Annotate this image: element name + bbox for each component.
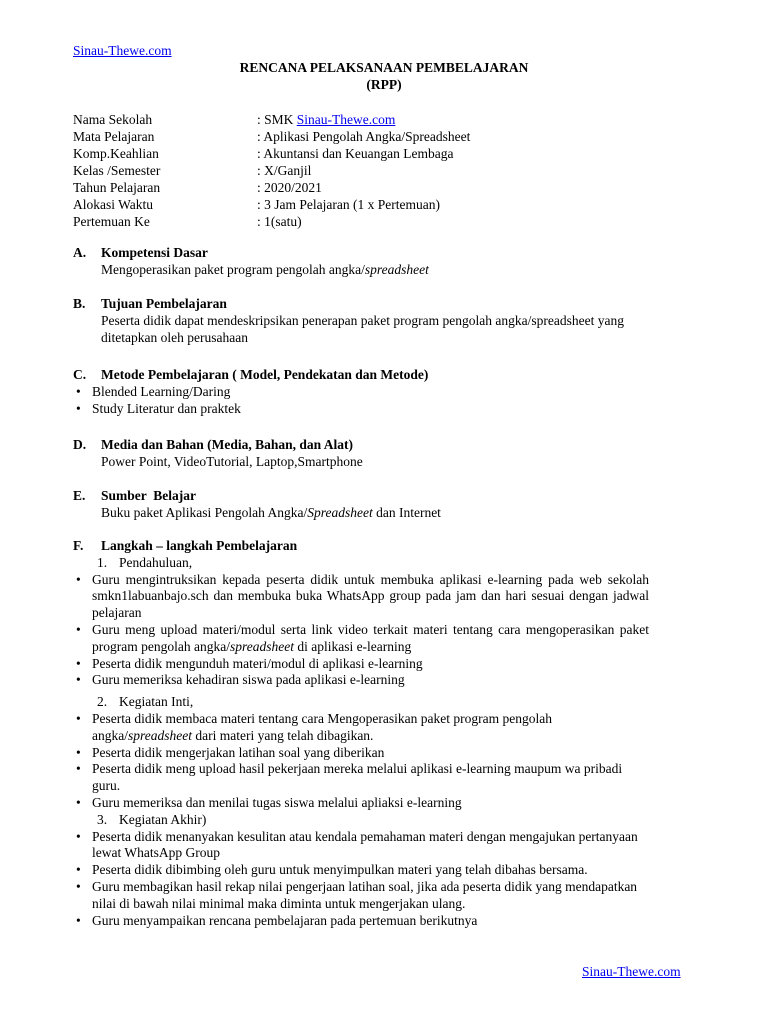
section-heading: A. Kompetensi Dasar	[73, 245, 208, 260]
identity-row	[73, 214, 470, 231]
identity-value: : X/Ganjil	[257, 163, 312, 178]
section-media-bahan	[73, 437, 703, 471]
section-metode-pembelajaran	[73, 367, 703, 417]
section-sumber-belajar	[73, 488, 703, 522]
identity-row	[73, 146, 470, 163]
section-text: Peserta didik dapat mendeskripsikan penerapan paket program pengolah angka/spreadsheet yang ditetapkan oleh perusahaan	[101, 312, 624, 345]
method-list	[73, 384, 703, 418]
list-item: • Peserta didik dibimbing oleh guru untuk menyimpulkan materi yang telah dibahas bersama.	[73, 862, 649, 879]
section-kompetensi-dasar	[73, 245, 703, 279]
list-item: • Guru meng upload materi/modul serta link video terkait materi tentang cara mengoperasikan paket program pengolah angka/spreadsheet di aplikasi e-learning	[73, 622, 649, 656]
list-item: • Peserta didik mengunduh materi/modul di aplikasi e-learning	[73, 656, 649, 673]
step-heading: 1. Pendahuluan,	[97, 554, 193, 570]
identity-value: : Akuntansi dan Keuangan Lembaga	[257, 146, 454, 161]
identity-label: Nama Sekolah	[73, 112, 153, 127]
section-text: Buku paket Aplikasi Pengolah Angka/Spreadsheet dan Internet	[101, 504, 441, 520]
identity-label: Mata Pelajaran	[73, 129, 155, 144]
list-item: • Guru membagikan hasil rekap nilai pengerjaan latihan soal, jika ada peserta didik yang mendapatkan nilai di bawah nilai minimal maka diminta untuk mengerjakan ulang.	[73, 879, 649, 913]
identity-row	[73, 197, 470, 214]
identity-label: Alokasi Waktu	[73, 197, 154, 212]
list-item: • Peserta didik mengerjakan latihan soal yang diberikan	[73, 745, 649, 762]
identity-label: Kelas /Semester	[73, 163, 161, 178]
section-heading: E. Sumber Belajar	[73, 488, 196, 503]
section-heading: C. Metode Pembelajaran ( Model, Pendekatan dan Metode)	[73, 367, 429, 382]
identity-value: : 3 Jam Pelajaran (1 x Pertemuan)	[257, 197, 440, 212]
section-text: Power Point, VideoTutorial, Laptop,Smartphone	[101, 453, 363, 469]
section-heading: B. Tujuan Pembelajaran	[73, 296, 227, 311]
step-heading: 3. Kegiatan Akhir)	[97, 811, 207, 827]
header-site-link[interactable]: Sinau-Thewe.com	[73, 43, 172, 58]
identity-value: : 1(satu)	[257, 214, 302, 229]
identity-row	[73, 112, 470, 129]
section-tujuan-pembelajaran	[73, 296, 703, 346]
identity-value: : Aplikasi Pengolah Angka/Spreadsheet	[257, 129, 471, 144]
list-item: • Guru memeriksa kehadiran siswa pada aplikasi e-learning	[73, 672, 649, 689]
list-item: • Peserta didik menanyakan kesulitan atau kendala pemahaman materi dengan mengajukan pertanyaan lewat WhatsApp Group	[73, 829, 649, 863]
identity-value: : SMK	[257, 112, 297, 127]
step-list	[73, 829, 649, 930]
identity-row	[73, 129, 470, 146]
step-heading: 2. Kegiatan Inti,	[97, 694, 194, 710]
school-site-link[interactable]: Sinau-Thewe.com	[296, 112, 396, 127]
section-text: Mengoperasikan paket program pengolah angka/spreadsheet	[101, 261, 429, 277]
identity-label: Tahun Pelajaran	[73, 180, 161, 195]
section-heading: F. Langkah – langkah Pembelajaran	[73, 538, 298, 553]
footer-site-link[interactable]: Sinau-Thewe.com	[582, 964, 681, 979]
list-item: • Blended Learning/Daring	[73, 384, 703, 401]
list-item: • Study Literatur dan praktek	[73, 401, 703, 418]
identity-row	[73, 180, 470, 197]
identity-label: Pertemuan Ke	[73, 214, 150, 229]
list-item: • Peserta didik membaca materi tentang cara Mengoperasikan paket program pengolah angka/spreadsheet dari materi yang telah dibagikan.	[73, 711, 649, 745]
list-item: • Guru menyampaikan rencana pembelajaran pada pertemuan berikutnya	[73, 913, 649, 930]
identity-label: Komp.Keahlian	[73, 146, 159, 161]
list-item: • Guru mengintruksikan kepada peserta didik untuk membuka aplikasi e-learning pada web sekolah smkn1labuanbajo.sch dan membuka buka WhatsApp group pada jam dan hari sesuai dengan jadwal pelajaran	[73, 572, 649, 622]
section-langkah-pembelajaran	[73, 538, 703, 929]
identity-value: : 2020/2021	[257, 180, 322, 195]
list-item: • Peserta didik meng upload hasil pekerjaan mereka melalui aplikasi e-learning maupum wa pribadi guru.	[73, 761, 649, 795]
identity-table	[73, 112, 470, 231]
section-heading: D. Media dan Bahan (Media, Bahan, dan Alat)	[73, 437, 354, 452]
document-subtitle: (RPP)	[366, 77, 402, 92]
step-list	[73, 711, 649, 812]
list-item: • Guru memeriksa dan menilai tugas siswa melalui apliaksi e-learning	[73, 795, 649, 812]
identity-row	[73, 163, 470, 180]
step-list	[73, 572, 649, 690]
document-title: RENCANA PELAKSANAAN PEMBELAJARAN	[239, 60, 529, 75]
